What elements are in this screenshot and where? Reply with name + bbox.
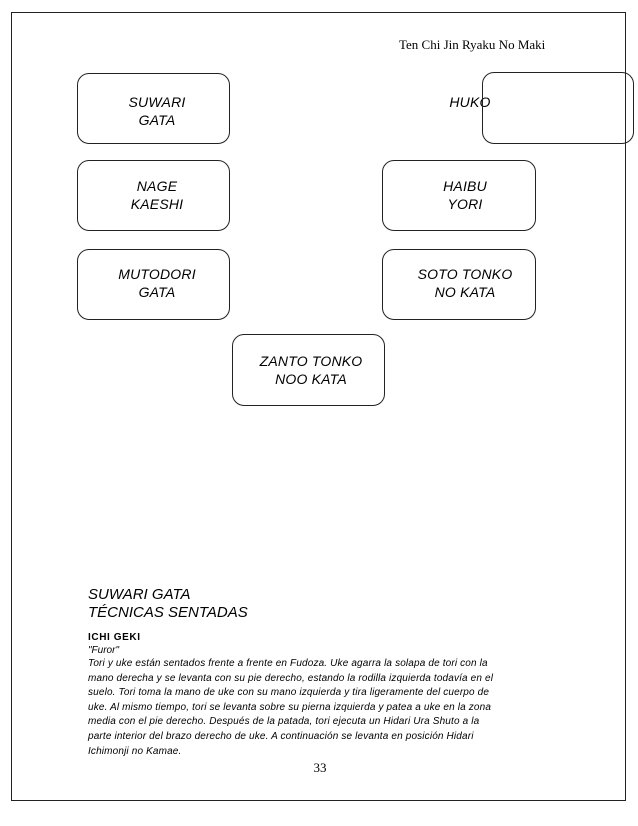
label-line: NAGE xyxy=(136,178,178,194)
box-huko xyxy=(482,72,634,144)
label-line: NOO KATA xyxy=(275,371,347,387)
label-line: HAIBU xyxy=(443,178,487,194)
label-line: NO KATA xyxy=(434,284,496,300)
body-line: mano derecha y se levanta con su pie derecho, estando la rodilla izquierda todavía en el xyxy=(88,672,494,684)
label-line: KAESHI xyxy=(130,196,184,212)
body-line: Ichimonji no Kamae. xyxy=(88,745,182,757)
label-zanto-tonko xyxy=(244,352,378,388)
section-title: SUWARI GATA xyxy=(88,586,191,603)
page-header: Ten Chi Jin Ryaku No Maki xyxy=(399,37,546,52)
body-line: parte interior del brazo derecho de uke. A continuación se levanta en posición Hidari xyxy=(88,730,474,742)
technique-name: ICHI GEKI xyxy=(88,632,141,643)
label-line: MUTODORI xyxy=(118,266,196,282)
label-haibu-yori xyxy=(405,177,525,213)
label-line: SOTO TONKO xyxy=(417,266,513,282)
label-mutodori-gata xyxy=(97,265,217,301)
label-suwari-gata xyxy=(97,93,217,129)
label-line: HUKO xyxy=(449,94,491,110)
label-line: GATA xyxy=(138,112,176,128)
page-number: 33 xyxy=(313,760,327,775)
label-line: SUWARI xyxy=(128,94,186,110)
label-soto-tonko xyxy=(398,265,532,301)
section-subtitle: TÉCNICAS SENTADAS xyxy=(88,604,248,621)
body-line: suelo. Tori toma la mano de uke con su mano izquierda y tira ligeramente del cuerpo de xyxy=(88,687,490,699)
label-line: ZANTO TONKO xyxy=(259,353,363,369)
label-line: YORI xyxy=(447,196,483,212)
body-line: uke. Al mismo tiempo, tori se levanta sobre su pierna izquierda y patea a uke en la zona xyxy=(88,701,492,713)
body-line: media con el pie derecho. Después de la patada, tori ejecuta un Hidari Ura Shuto a la xyxy=(88,716,480,728)
body-line: Tori y uke están sentados frente a frente en Fudoza. Uke agarra la solapa de tori con la xyxy=(88,658,488,669)
label-line: GATA xyxy=(138,284,176,300)
technique-quote: "Furor" xyxy=(88,645,119,656)
technique-body xyxy=(88,657,558,759)
label-nage-kaeshi xyxy=(97,177,217,213)
